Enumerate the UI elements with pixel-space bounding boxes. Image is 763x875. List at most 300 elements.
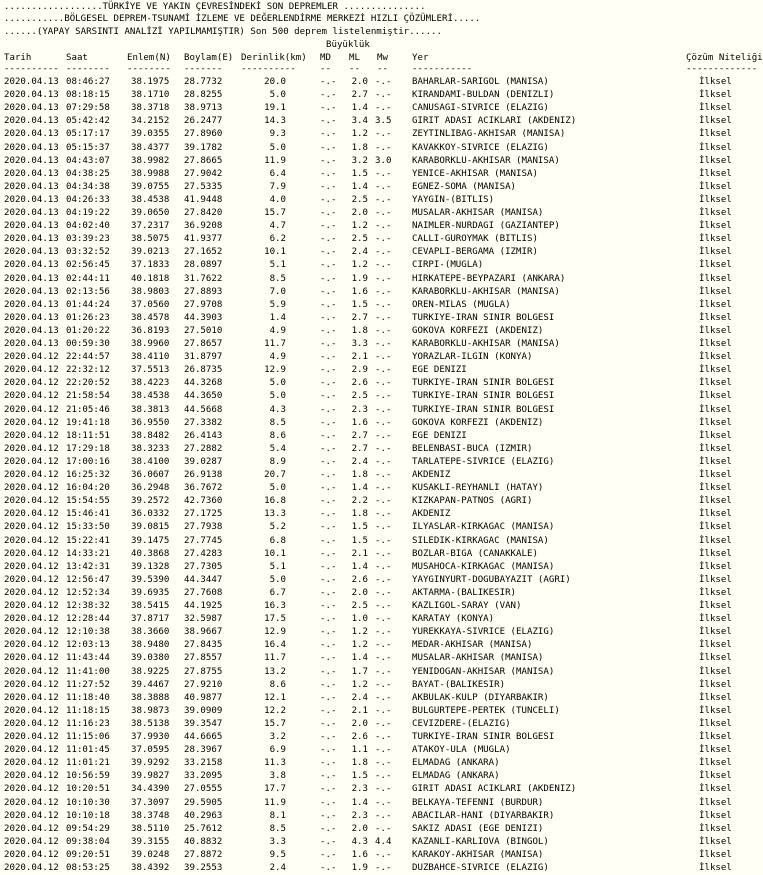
divider-depth: ----------: [241, 64, 296, 74]
table-row: [0, 810, 752, 823]
cell-ml: 1.8: [351, 470, 368, 480]
cell-location: BELENBASI-BUCA (IZMIR): [412, 443, 533, 454]
cell-mw: -.-: [375, 221, 392, 232]
cell-md: -.-: [320, 797, 337, 808]
cell-date: 2020.04.12: [4, 692, 59, 703]
cell-location: BULGURTEPE-PERTEK (TUNCELI): [412, 705, 560, 716]
cell-latitude: 38.4377: [131, 142, 170, 153]
cell-longitude: 27.8872: [184, 849, 223, 860]
cell-location: TURKIYE-IRAN SINIR BOLGESI: [412, 404, 555, 415]
cell-time: 14:33:21: [66, 548, 110, 559]
cell-depth: 6.7: [269, 587, 286, 598]
cell-mw: 3.5: [375, 116, 392, 127]
cell-longitude: 26.9138: [184, 470, 223, 480]
cell-ml: 1.2: [351, 627, 368, 638]
cell-ml: 3.2: [351, 155, 368, 166]
cell-ml: 2.7: [351, 430, 368, 441]
cell-location: ATAKOY-ULA (MUGLA): [412, 745, 511, 756]
cell-location: AKTARMA-(BALIKESIR): [412, 587, 517, 598]
cell-location: YORAZLAR-ILGIN (KONYA): [412, 352, 533, 363]
cell-md: -.-: [320, 705, 337, 716]
cell-time: 12:28:44: [66, 614, 110, 625]
cell-location: ZEYTINLIBAG-AKHISAR (MANISA): [412, 129, 566, 140]
table-row: [0, 613, 752, 626]
cell-depth: 8.5: [269, 823, 286, 834]
cell-location: YAYGIN-(BITLIS): [412, 194, 495, 205]
cell-ml: 2.4: [351, 692, 368, 703]
cell-ml: 2.3: [351, 784, 368, 795]
table-row: [0, 128, 752, 141]
cell-date: 2020.04.12: [4, 509, 59, 520]
cell-longitude: 44.5668: [184, 404, 223, 415]
cell-mw: -.-: [375, 587, 392, 598]
cell-latitude: 38.4538: [131, 391, 170, 402]
cell-solution: İlksel: [699, 194, 732, 205]
cell-mw: -.-: [375, 247, 392, 258]
cell-md: -.-: [320, 522, 337, 533]
cell-solution: İlksel: [699, 312, 732, 323]
cell-depth: 16.8: [264, 496, 286, 507]
col-mw-header: Mw: [377, 53, 388, 63]
cell-depth: 5.0: [269, 574, 286, 585]
table-row: [0, 155, 752, 168]
cell-ml: 1.2: [351, 221, 368, 232]
cell-date: 2020.04.13: [4, 234, 59, 245]
cell-date: 2020.04.12: [4, 823, 59, 834]
cell-mw: -.-: [375, 548, 392, 559]
cell-mw: -.-: [375, 77, 392, 87]
cell-latitude: 38.9873: [131, 705, 170, 716]
cell-date: 2020.04.13: [4, 77, 59, 87]
cell-date: 2020.04.12: [4, 417, 59, 428]
cell-ml: 2.0: [351, 823, 368, 834]
cell-md: -.-: [320, 470, 337, 480]
cell-solution: İlksel: [699, 352, 732, 363]
divider-lat: --------: [127, 64, 171, 74]
cell-ml: 3.4: [351, 116, 368, 127]
table-row: [0, 548, 752, 561]
cell-latitude: 38.4110: [131, 352, 170, 363]
table-row: [0, 390, 752, 403]
divider-date: ----------: [4, 64, 59, 74]
cell-time: 22:44:57: [66, 352, 110, 363]
cell-depth: 7.0: [269, 286, 286, 297]
cell-location: GIRIT ADASI ACIKLARI (AKDENIZ): [412, 784, 577, 795]
table-row: [0, 404, 752, 417]
cell-longitude: 27.7608: [184, 587, 223, 598]
cell-latitude: 39.1328: [131, 561, 170, 572]
table-row: [0, 469, 752, 482]
cell-latitude: 39.1475: [131, 535, 170, 546]
cell-depth: 5.0: [269, 391, 286, 402]
cell-solution: İlksel: [699, 574, 732, 585]
cell-solution: İlksel: [699, 587, 732, 598]
cell-latitude: 38.9225: [131, 666, 170, 677]
cell-longitude: 28.0897: [184, 260, 223, 271]
cell-longitude: 27.8755: [184, 666, 223, 677]
table-row: [0, 364, 752, 377]
cell-md: -.-: [320, 129, 337, 140]
cell-depth: 16.4: [264, 640, 286, 651]
cell-mw: -.-: [375, 732, 392, 742]
cell-depth: 19.1: [264, 103, 286, 114]
table-row: [0, 220, 752, 233]
cell-solution: İlksel: [699, 391, 732, 402]
table-row: [0, 89, 752, 102]
cell-longitude: 40.9877: [184, 692, 223, 703]
cell-md: -.-: [320, 260, 337, 271]
cell-mw: -.-: [375, 823, 392, 834]
cell-solution: İlksel: [699, 522, 732, 533]
table-row: [0, 417, 752, 430]
cell-depth: 16.3: [264, 601, 286, 611]
cell-date: 2020.04.12: [4, 653, 59, 664]
cell-date: 2020.04.12: [4, 352, 59, 363]
cell-date: 2020.04.12: [4, 443, 59, 454]
cell-ml: 1.9: [351, 273, 368, 284]
cell-time: 21:05:46: [66, 404, 110, 415]
cell-md: -.-: [320, 653, 337, 664]
cell-latitude: 37.9930: [131, 732, 170, 742]
cell-ml: 2.0: [351, 718, 368, 729]
cell-mw: -.-: [375, 745, 392, 756]
cell-latitude: 38.4538: [131, 194, 170, 205]
cell-time: 11:16:23: [66, 718, 110, 729]
table-row: [0, 286, 752, 299]
cell-depth: 17.5: [264, 614, 286, 625]
cell-date: 2020.04.13: [4, 221, 59, 232]
divider-time: --------: [66, 64, 110, 74]
cell-mw: -.-: [375, 404, 392, 415]
cell-solution: İlksel: [699, 601, 732, 611]
cell-latitude: 38.5075: [131, 234, 170, 245]
col-ml-header: ML: [349, 53, 360, 63]
cell-mw: -.-: [375, 129, 392, 140]
cell-date: 2020.04.12: [4, 470, 59, 480]
cell-date: 2020.04.12: [4, 378, 59, 389]
cell-longitude: 44.3447: [184, 574, 223, 585]
table-row: [0, 757, 752, 770]
cell-solution: İlksel: [699, 483, 732, 494]
cell-mw: -.-: [375, 90, 392, 101]
cell-location: TURKIYE-IRAN SINIR BOLGESI: [412, 378, 555, 389]
cell-depth: 8.6: [269, 430, 286, 441]
cell-mw: -.-: [375, 352, 392, 363]
cell-md: -.-: [320, 404, 337, 415]
cell-ml: 2.5: [351, 391, 368, 402]
cell-depth: 4.9: [269, 325, 286, 336]
cell-depth: 11.7: [264, 339, 286, 349]
cell-ml: 1.7: [351, 666, 368, 677]
cell-md: -.-: [320, 352, 337, 363]
cell-latitude: 39.3155: [131, 836, 170, 847]
cell-location: CALLI-GUROYMAK (BITLIS): [412, 234, 538, 245]
cell-latitude: 39.0355: [131, 129, 170, 140]
cell-ml: 1.8: [351, 325, 368, 336]
cell-time: 13:42:31: [66, 561, 110, 572]
cell-date: 2020.04.12: [4, 810, 59, 821]
cell-time: 02:13:56: [66, 286, 110, 297]
cell-solution: İlksel: [699, 496, 732, 507]
cell-solution: İlksel: [699, 640, 732, 651]
cell-md: -.-: [320, 181, 337, 192]
cell-md: -.-: [320, 339, 337, 349]
cell-longitude: 27.8960: [184, 129, 223, 140]
cell-longitude: 44.3903: [184, 312, 223, 323]
cell-solution: İlksel: [699, 443, 732, 454]
cell-time: 00:59:30: [66, 339, 110, 349]
cell-solution: İlksel: [699, 810, 732, 821]
cell-time: 11:18:15: [66, 705, 110, 716]
cell-mw: 3.0: [375, 155, 392, 166]
cell-md: -.-: [320, 836, 337, 847]
cell-depth: 8.5: [269, 417, 286, 428]
cell-solution: İlksel: [699, 692, 732, 703]
cell-mw: -.-: [375, 378, 392, 389]
cell-longitude: 27.1725: [184, 509, 223, 520]
table-row: [0, 168, 752, 181]
cell-date: 2020.04.12: [4, 797, 59, 808]
cell-solution: İlksel: [699, 679, 732, 690]
table-row: [0, 76, 752, 89]
cell-location: KIZKAPAN-PATNOS (AGRI): [412, 496, 533, 507]
cell-depth: 12.9: [264, 365, 286, 376]
cell-mw: -.-: [375, 234, 392, 245]
cell-md: -.-: [320, 601, 337, 611]
cell-location: BELKAYA-TEFENNI (BURDUR): [412, 797, 544, 808]
cell-depth: 5.1: [269, 561, 286, 572]
table-row: [0, 626, 752, 639]
col-depth-header: Derinlik(km): [241, 53, 307, 63]
cell-md: -.-: [320, 443, 337, 454]
divider-mw: --: [377, 64, 388, 74]
cell-ml: 1.5: [351, 771, 368, 782]
cell-location: SILEDIK-KIRKAGAC (MANISA): [412, 535, 549, 546]
divider-location: -----------: [412, 64, 473, 74]
cell-solution: İlksel: [699, 417, 732, 428]
cell-time: 05:15:37: [66, 142, 110, 153]
cell-md: -.-: [320, 758, 337, 769]
table-row: [0, 783, 752, 796]
cell-mw: -.-: [375, 496, 392, 507]
cell-latitude: 38.4223: [131, 378, 170, 389]
cell-md: -.-: [320, 784, 337, 795]
cell-longitude: 44.1925: [184, 601, 223, 611]
cell-ml: 2.6: [351, 574, 368, 585]
cell-solution: İlksel: [699, 666, 732, 677]
cell-date: 2020.04.12: [4, 745, 59, 756]
cell-mw: -.-: [375, 142, 392, 153]
table-row: [0, 207, 752, 220]
cell-time: 10:10:30: [66, 797, 110, 808]
cell-solution: İlksel: [699, 103, 732, 114]
cell-depth: 5.2: [269, 522, 286, 533]
cell-latitude: 39.0248: [131, 849, 170, 860]
cell-date: 2020.04.12: [4, 771, 59, 782]
table-row: [0, 770, 752, 783]
cell-depth: 3.8: [269, 771, 286, 782]
cell-md: -.-: [320, 430, 337, 441]
cell-longitude: 39.2553: [184, 863, 223, 873]
cell-mw: -.-: [375, 810, 392, 821]
table-row: [0, 456, 752, 469]
cell-ml: 1.2: [351, 260, 368, 271]
cell-ml: 2.6: [351, 732, 368, 742]
cell-location: BOZLAR-BIGA (CANAKKALE): [412, 548, 538, 559]
divider-solution: -------------: [686, 64, 758, 74]
cell-latitude: 38.5110: [131, 823, 170, 834]
cell-depth: 10.1: [264, 548, 286, 559]
cell-ml: 2.3: [351, 810, 368, 821]
cell-md: -.-: [320, 208, 337, 218]
table-row: [0, 836, 752, 849]
cell-latitude: 40.3868: [131, 548, 170, 559]
cell-solution: İlksel: [699, 155, 732, 166]
cell-time: 01:26:23: [66, 312, 110, 323]
cell-location: TURKIYE-IRAN SINIR BOLGESI: [412, 391, 555, 402]
cell-time: 15:22:41: [66, 535, 110, 546]
cell-location: GOKOVA KORFEZI (AKDENIZ): [412, 417, 544, 428]
cell-mw: -.-: [375, 718, 392, 729]
cell-time: 04:38:25: [66, 168, 110, 179]
title-line-2: ...........BÖLGESEL DEPREM-TSUNAMİ İZLEME VE DEĞERLENDİRME MERKEZİ HIZLI ÇÖZÜMLERİ.....: [4, 14, 481, 24]
cell-latitude: 37.0595: [131, 745, 170, 756]
cell-ml: 1.2: [351, 129, 368, 140]
cell-longitude: 41.9448: [184, 194, 223, 205]
cell-ml: 2.4: [351, 247, 368, 258]
cell-latitude: 37.2317: [131, 221, 170, 232]
table-row: [0, 561, 752, 574]
table-row: [0, 666, 752, 679]
cell-time: 16:25:32: [66, 470, 110, 480]
cell-location: KUSAKLI-REYHANLI (HATAY): [412, 483, 544, 494]
cell-ml: 1.6: [351, 286, 368, 297]
cell-md: -.-: [320, 574, 337, 585]
cell-depth: 12.2: [264, 705, 286, 716]
cell-latitude: 38.9960: [131, 339, 170, 349]
divider-lon: -------: [184, 64, 223, 74]
cell-solution: İlksel: [699, 771, 732, 782]
cell-ml: 1.8: [351, 142, 368, 153]
cell-solution: İlksel: [699, 823, 732, 834]
cell-longitude: 27.5335: [184, 181, 223, 192]
cell-depth: 20.7: [264, 470, 286, 480]
cell-longitude: 38.9713: [184, 103, 223, 114]
cell-solution: İlksel: [699, 142, 732, 153]
cell-ml: 2.0: [351, 77, 368, 87]
cell-latitude: 39.9827: [131, 771, 170, 782]
cell-longitude: 28.7732: [184, 77, 223, 87]
cell-location: MUSALAR-AKHISAR (MANISA): [412, 208, 544, 218]
cell-latitude: 37.0560: [131, 299, 170, 310]
table-row: [0, 259, 752, 272]
cell-solution: İlksel: [699, 745, 732, 756]
cell-ml: 2.5: [351, 601, 368, 611]
cell-ml: 1.2: [351, 679, 368, 690]
cell-solution: İlksel: [699, 260, 732, 271]
cell-latitude: 34.4390: [131, 784, 170, 795]
cell-solution: İlksel: [699, 181, 732, 192]
cell-ml: 2.1: [351, 705, 368, 716]
cell-depth: 4.7: [269, 221, 286, 232]
cell-ml: 1.1: [351, 745, 368, 756]
cell-depth: 12.9: [264, 627, 286, 638]
table-row: [0, 194, 752, 207]
table-row: [0, 535, 752, 548]
cell-date: 2020.04.13: [4, 286, 59, 297]
cell-location: YENIDOGAN-AKHISAR (MANISA): [412, 666, 555, 677]
cell-location: KARAKOY-AKHISAR (MANISA): [412, 849, 544, 860]
cell-mw: -.-: [375, 561, 392, 572]
cell-md: -.-: [320, 234, 337, 245]
cell-longitude: 25.7612: [184, 823, 223, 834]
cell-mw: -.-: [375, 771, 392, 782]
table-row: [0, 639, 752, 652]
table-row: [0, 325, 752, 338]
cell-ml: 2.0: [351, 208, 368, 218]
cell-date: 2020.04.12: [4, 666, 59, 677]
cell-date: 2020.04.12: [4, 456, 59, 467]
cell-time: 10:56:59: [66, 771, 110, 782]
table-row: [0, 718, 752, 731]
cell-time: 19:41:18: [66, 417, 110, 428]
cell-md: -.-: [320, 365, 337, 376]
cell-solution: İlksel: [699, 836, 732, 847]
cell-time: 15:46:41: [66, 509, 110, 520]
cell-md: -.-: [320, 221, 337, 232]
cell-md: -.-: [320, 496, 337, 507]
cell-md: -.-: [320, 718, 337, 729]
table-row: [0, 115, 752, 128]
cell-longitude: 27.8893: [184, 286, 223, 297]
cell-md: -.-: [320, 679, 337, 690]
cell-mw: -.-: [375, 679, 392, 690]
cell-md: -.-: [320, 103, 337, 114]
cell-location: YENICE-AKHISAR (MANISA): [412, 168, 538, 179]
cell-date: 2020.04.12: [4, 548, 59, 559]
cell-mw: -.-: [375, 286, 392, 297]
cell-solution: İlksel: [699, 863, 732, 873]
cell-time: 01:44:24: [66, 299, 110, 310]
cell-mw: -.-: [375, 849, 392, 860]
cell-md: -.-: [320, 548, 337, 559]
cell-mw: -.-: [375, 614, 392, 625]
cell-time: 03:32:52: [66, 247, 110, 258]
cell-longitude: 27.0555: [184, 784, 223, 795]
cell-location: AKDENIZ: [412, 509, 451, 520]
cell-latitude: 40.1818: [131, 273, 170, 284]
cell-date: 2020.04.13: [4, 312, 59, 323]
cell-depth: 7.9: [269, 181, 286, 192]
cell-mw: -.-: [375, 692, 392, 703]
cell-solution: İlksel: [699, 90, 732, 101]
title-line-1: ..................TÜRKİYE VE YAKIN ÇEVRESİNDEKİ SON DEPREMLER ...............: [4, 2, 426, 12]
cell-longitude: 32.5987: [184, 614, 223, 625]
cell-depth: 5.9: [269, 299, 286, 310]
cell-md: -.-: [320, 823, 337, 834]
cell-longitude: 31.8797: [184, 352, 223, 363]
table-row: [0, 823, 752, 836]
cell-solution: İlksel: [699, 430, 732, 441]
table-row: [0, 521, 752, 534]
cell-md: -.-: [320, 299, 337, 310]
cell-latitude: 36.0332: [131, 509, 170, 520]
cell-date: 2020.04.13: [4, 103, 59, 114]
table-row: [0, 233, 752, 246]
cell-latitude: 37.5513: [131, 365, 170, 376]
cell-mw: -.-: [375, 260, 392, 271]
cell-mw: -.-: [375, 273, 392, 284]
